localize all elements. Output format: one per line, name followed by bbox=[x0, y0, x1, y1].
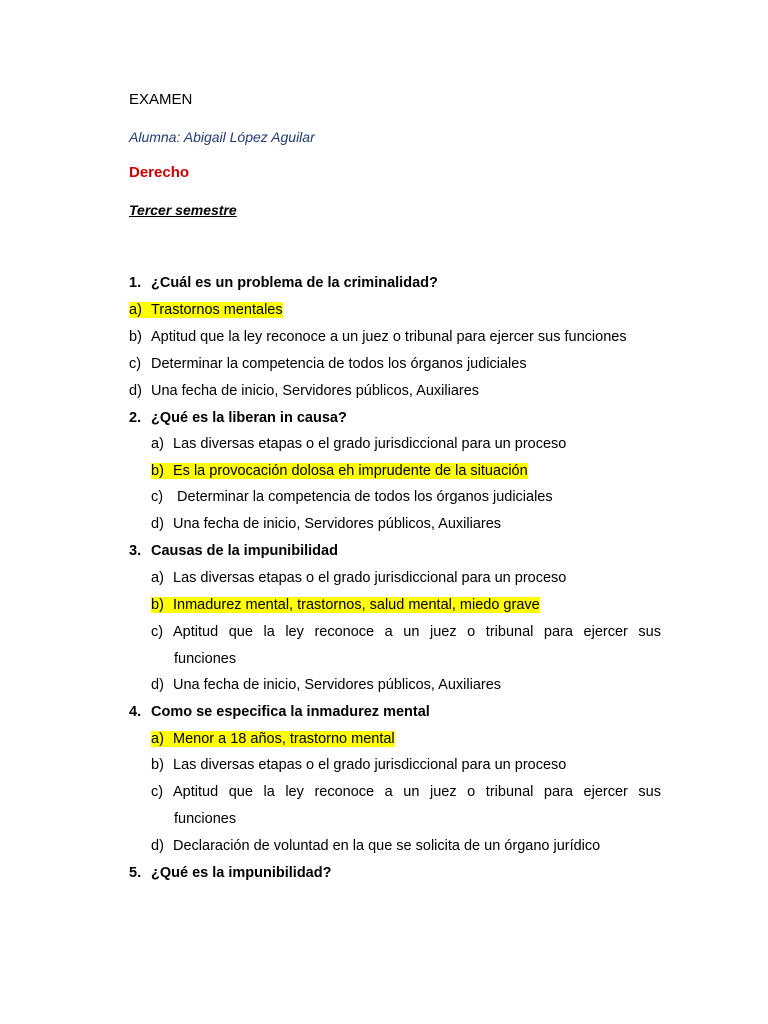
option-letter: a) bbox=[129, 302, 142, 318]
question-1 bbox=[129, 274, 669, 293]
option-letter: c) bbox=[129, 356, 142, 372]
option-text: Las diversas etapas o el grado jurisdiccional para un proceso bbox=[173, 436, 567, 452]
option-letter: a) bbox=[151, 436, 164, 452]
question-text: Causas de la impunibilidad bbox=[151, 543, 338, 559]
question-4 bbox=[129, 703, 669, 722]
question-text: Como se especifica la inmadurez mental bbox=[151, 704, 430, 720]
option-text: Las diversas etapas o el grado jurisdiccional para un proceso bbox=[173, 570, 567, 586]
option-text: Trastornos mentales bbox=[151, 302, 283, 318]
option-3a bbox=[151, 569, 566, 588]
question-number: 3. bbox=[129, 543, 142, 559]
question-number: 1. bbox=[129, 275, 142, 291]
option-letter: b) bbox=[129, 329, 142, 345]
option-text: Inmadurez mental, trastornos, salud mental, miedo grave bbox=[173, 597, 540, 613]
option-text: Determinar la competencia de todos los órganos judiciales bbox=[151, 356, 527, 372]
option-letter: a) bbox=[151, 731, 164, 747]
option-text: Aptitud que la ley reconoce a un juez o tribunal para ejercer sus bbox=[173, 784, 661, 800]
option-1a bbox=[129, 301, 283, 320]
option-letter: b) bbox=[151, 757, 164, 773]
option-text: Una fecha de inicio, Servidores públicos, Auxiliares bbox=[151, 383, 480, 399]
option-letter: c) bbox=[151, 624, 164, 640]
option-1c bbox=[129, 355, 527, 374]
question-number: 2. bbox=[129, 410, 142, 426]
option-letter: c) bbox=[151, 784, 164, 800]
option-2d bbox=[151, 515, 501, 534]
option-4a bbox=[151, 730, 395, 749]
option-text: Declaración de voluntad en la que se solicita de un órgano jurídico bbox=[173, 838, 601, 854]
option-1b bbox=[129, 328, 627, 347]
option-3b bbox=[151, 596, 540, 615]
option-4c-continuation: funciones bbox=[174, 811, 237, 827]
question-number: 5. bbox=[129, 865, 142, 881]
option-letter: d) bbox=[129, 383, 142, 399]
document-title: EXAMEN bbox=[129, 91, 193, 108]
option-letter: d) bbox=[151, 838, 164, 854]
option-text: Menor a 18 años, trastorno mental bbox=[173, 731, 395, 747]
option-1d bbox=[129, 382, 479, 401]
semester-label: Tercer semestre bbox=[129, 202, 237, 218]
option-text: Determinar la competencia de todos los órganos judiciales bbox=[173, 489, 553, 505]
question-text: ¿Qué es la impunibilidad? bbox=[151, 865, 332, 881]
option-letter: b) bbox=[151, 463, 164, 479]
option-text: Aptitud que la ley reconoce a un juez o tribunal para ejercer sus funciones bbox=[151, 329, 627, 345]
option-text: Una fecha de inicio, Servidores públicos, Auxiliares bbox=[173, 677, 502, 693]
option-letter: a) bbox=[151, 570, 164, 586]
question-text: ¿Qué es la liberan in causa? bbox=[151, 410, 347, 426]
option-letter: c) bbox=[151, 489, 164, 505]
option-3c bbox=[151, 623, 661, 642]
question-text: ¿Cuál es un problema de la criminalidad? bbox=[151, 275, 438, 291]
question-5 bbox=[129, 864, 669, 883]
option-4c bbox=[151, 783, 661, 802]
option-letter: d) bbox=[151, 677, 164, 693]
option-2a bbox=[151, 435, 566, 454]
subject-label: Derecho bbox=[129, 164, 190, 181]
option-text: Las diversas etapas o el grado jurisdiccional para un proceso bbox=[173, 757, 567, 773]
option-text: Aptitud que la ley reconoce a un juez o tribunal para ejercer sus bbox=[173, 624, 661, 640]
option-3c-continuation: funciones bbox=[174, 651, 237, 667]
question-2 bbox=[129, 409, 669, 428]
option-3d bbox=[151, 676, 501, 695]
option-letter: d) bbox=[151, 516, 164, 532]
question-3 bbox=[129, 542, 669, 561]
question-number: 4. bbox=[129, 704, 142, 720]
student-name: Alumna: Abigail López Aguilar bbox=[129, 129, 315, 145]
option-2b bbox=[151, 462, 528, 481]
option-4b bbox=[151, 756, 566, 775]
option-text: Es la provocación dolosa eh imprudente de la situación bbox=[173, 463, 528, 479]
option-letter: b) bbox=[151, 597, 164, 613]
option-4d bbox=[151, 837, 600, 856]
option-2c bbox=[151, 488, 553, 507]
option-text: Una fecha de inicio, Servidores públicos, Auxiliares bbox=[173, 516, 502, 532]
